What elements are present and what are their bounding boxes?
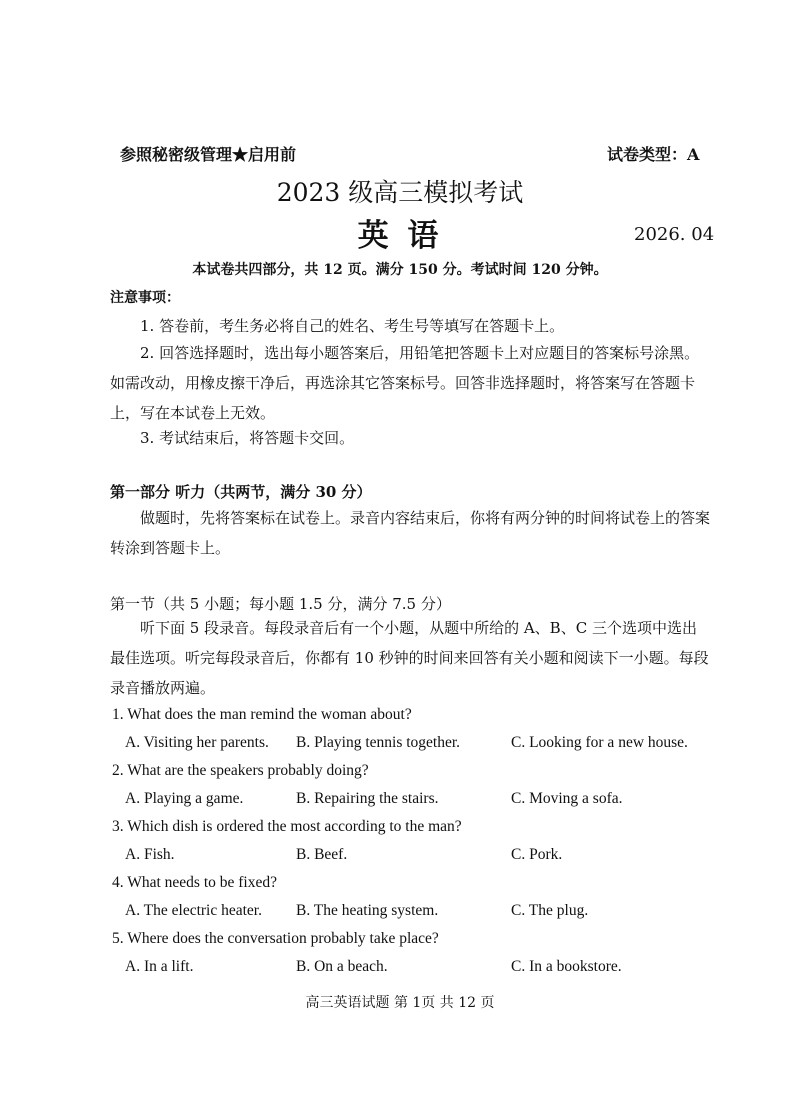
confidential-label: 参照秘密级管理★启用前 <box>120 145 297 164</box>
section1-instructions: 听下面 5 段录音。每段录音后有一个小题，从题中所给的 A、B、C 三个选项中选出最佳选项。听完每段录音后，你都有 10 秒钟的时间来回答有关小题和阅读下一小题。每段录音播放两遍。 <box>110 619 709 697</box>
option-1a: A. Visiting her parents. <box>125 734 269 751</box>
option-4a: A. The electric heater. <box>125 902 262 919</box>
option-1b: B. Playing tennis together. <box>296 734 461 751</box>
part1-heading: 第一部分 听力（共两节，满分 30 分） <box>110 483 372 501</box>
question-4: 4. What needs to be fixed? <box>112 874 277 891</box>
option-3c: C. Pork. <box>511 846 563 863</box>
option-5b: B. On a beach. <box>296 958 388 975</box>
question-3: 3. Which dish is ordered the most according to the man? <box>112 818 462 835</box>
paper-summary: 本试卷共四部分，共 12 页。满分 150 分。考试时间 120 分钟。 <box>192 262 608 278</box>
exam-date: 2026. 04 <box>634 224 715 245</box>
question-2: 2. What are the speakers probably doing? <box>112 762 369 779</box>
option-2c: C. Moving a sofa. <box>511 790 623 807</box>
option-2b: B. Repairing the stairs. <box>296 790 439 807</box>
notes-heading: 注意事项： <box>110 290 180 306</box>
page-footer: 高三英语试题 第 1页 共 12 页 <box>305 995 495 1011</box>
option-2a: A. Playing a game. <box>125 790 244 807</box>
section1-heading: 第一节（共 5 小题；每小题 1.5 分，满分 7.5 分） <box>110 595 451 613</box>
exam-title: 2023 级高三模拟考试 <box>276 178 524 207</box>
option-4c: C. The plug. <box>511 902 589 919</box>
option-5a: A. In a lift. <box>125 958 194 975</box>
option-4b: B. The heating system. <box>296 902 439 919</box>
option-3a: A. Fish. <box>125 846 175 863</box>
option-5c: C. In a bookstore. <box>511 958 622 975</box>
option-1c: C. Looking for a new house. <box>511 734 688 751</box>
option-3b: B. Beef. <box>296 846 348 863</box>
subject-title: 英 语 <box>357 218 443 254</box>
question-5: 5. Where does the conversation probably take place? <box>112 930 439 947</box>
note-item-2: 2. 回答选择题时，选出每小题答案后，用铅笔把答题卡上对应题目的答案标号涂黑。如需改动，用橡皮擦干净后，再选涂其它答案标号。回答非选择题时，将答案写在答题卡上，写在本试卷上无效。 <box>110 344 700 422</box>
paper-type-label: 试卷类型：A <box>607 145 700 164</box>
question-1: 1. What does the man remind the woman about? <box>112 706 412 723</box>
note-item-1: 1. 答卷前，考生务必将自己的姓名、考生号等填写在答题卡上。 <box>140 317 565 335</box>
note-item-3: 3. 考试结束后，将答题卡交回。 <box>140 429 355 447</box>
part1-instructions: 做题时，先将答案标在试卷上。录音内容结束后，你将有两分钟的时间将试卷上的答案转涂到答题卡上。 <box>110 509 711 557</box>
